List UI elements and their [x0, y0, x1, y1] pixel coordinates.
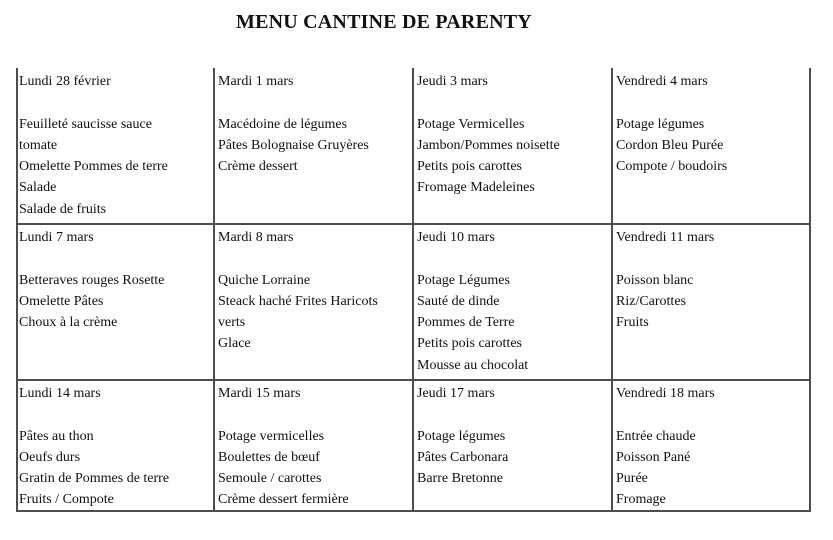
dish-item: Petits pois carottes	[417, 336, 522, 352]
dish-item: Sauté de dinde	[417, 293, 500, 309]
dish-item: Macédoine de légumes	[218, 116, 348, 132]
dish-item: Mousse au chocolat	[417, 357, 529, 373]
menu-day-cell	[616, 71, 727, 177]
spacer	[218, 404, 349, 425]
spacer	[616, 92, 727, 113]
dish-item: Cordon Bleu Purée	[616, 137, 724, 153]
day-label: Jeudi 3 mars	[417, 74, 488, 89]
day-label: Mardi 1 mars	[218, 74, 294, 89]
spacer	[19, 248, 164, 269]
dish-item: Riz/Carottes	[616, 293, 686, 309]
day-label: Jeudi 10 mars	[417, 230, 495, 245]
dish-item: Poisson blanc	[616, 272, 694, 288]
dish-item: Oeufs durs	[19, 449, 81, 465]
menu-day-cell	[218, 383, 349, 511]
page-title: MENU CANTINE DE PARENTY	[236, 11, 532, 33]
dish-item: Pommes de Terre	[417, 315, 515, 331]
dish-item: Pâtes Bolognaise Gruyères	[218, 137, 369, 153]
dish-item: Fromage	[616, 492, 666, 508]
dish-item: Fromage Madeleines	[417, 180, 535, 196]
day-label: Lundi 28 février	[19, 74, 111, 89]
table-border-left	[16, 68, 18, 512]
column-divider	[611, 68, 613, 512]
dish-item: Salade de fruits	[19, 201, 107, 217]
spacer	[417, 404, 508, 425]
day-label: Lundi 7 mars	[19, 230, 94, 245]
menu-day-cell	[417, 227, 528, 376]
dish-item: Betteraves rouges Rosette	[19, 272, 165, 288]
dish-item: Petits pois carottes	[417, 159, 522, 175]
spacer	[417, 92, 560, 113]
dish-item: Crème dessert fermière	[218, 492, 349, 508]
dish-item: Poisson Pané	[616, 449, 691, 465]
day-label: Lundi 14 mars	[19, 386, 101, 401]
table-border-right	[809, 68, 811, 512]
dish-item: Boulettes de bœuf	[218, 449, 320, 465]
dish-item: Steack haché Frites Haricots	[218, 293, 378, 309]
spacer	[218, 92, 369, 113]
dish-item: Fruits / Compote	[19, 492, 114, 508]
dish-item: Potage Vermicelles	[417, 116, 525, 132]
dish-item: Glace	[218, 336, 251, 352]
dish-item: Potage légumes	[417, 428, 506, 444]
dish-item: Pâtes Carbonara	[417, 449, 509, 465]
dish-item: Gratin de Pommes de terre	[19, 471, 170, 487]
column-divider	[213, 68, 215, 512]
menu-day-cell	[616, 227, 714, 333]
day-label: Mardi 8 mars	[218, 230, 294, 245]
menu-day-cell	[417, 383, 508, 489]
day-label: Vendredi 18 mars	[616, 386, 715, 401]
menu-day-cell	[19, 71, 168, 220]
dish-item: Pâtes au thon	[19, 428, 94, 444]
spacer	[19, 92, 168, 113]
dish-item: Compote / boudoirs	[616, 159, 728, 175]
row-divider	[16, 223, 811, 225]
day-label: Vendredi 4 mars	[616, 74, 708, 89]
dish-item: Jambon/Pommes noisette	[417, 137, 560, 153]
dish-item: Crème dessert	[218, 159, 298, 175]
menu-day-cell	[218, 227, 378, 355]
menu-day-cell	[19, 227, 164, 333]
dish-item: Salade	[19, 180, 57, 196]
dish-item: Quiche Lorraine	[218, 272, 311, 288]
spacer	[417, 248, 528, 269]
dish-item: Potage Légumes	[417, 272, 510, 288]
day-label: Jeudi 17 mars	[417, 386, 495, 401]
menu-day-cell	[218, 71, 369, 177]
dish-item: Barre Bretonne	[417, 471, 503, 487]
menu-day-cell	[417, 71, 560, 199]
dish-item: Potage légumes	[616, 116, 705, 132]
dish-item: Entrée chaude	[616, 428, 696, 444]
dish-item: Feuilleté saucisse sauce	[19, 116, 152, 132]
dish-item: Omelette Pâtes	[19, 293, 104, 309]
column-divider	[412, 68, 414, 512]
spacer	[218, 248, 378, 269]
day-label: Mardi 15 mars	[218, 386, 301, 401]
dish-item: Potage vermicelles	[218, 428, 325, 444]
day-label: Vendredi 11 mars	[616, 230, 715, 245]
spacer	[616, 248, 714, 269]
spacer	[616, 404, 715, 425]
dish-item: Choux à la crème	[19, 315, 118, 331]
spacer	[19, 404, 169, 425]
row-divider	[16, 379, 811, 381]
menu-table	[16, 68, 811, 512]
dish-item: Semoule / carottes	[218, 471, 322, 487]
dish-item: verts	[218, 315, 246, 331]
menu-day-cell	[616, 383, 715, 511]
menu-day-cell	[19, 383, 169, 511]
dish-item: Fruits	[616, 315, 649, 331]
dish-item: Purée	[616, 471, 648, 487]
dish-item: tomate	[19, 137, 58, 153]
dish-item: Omelette Pommes de terre	[19, 159, 168, 175]
